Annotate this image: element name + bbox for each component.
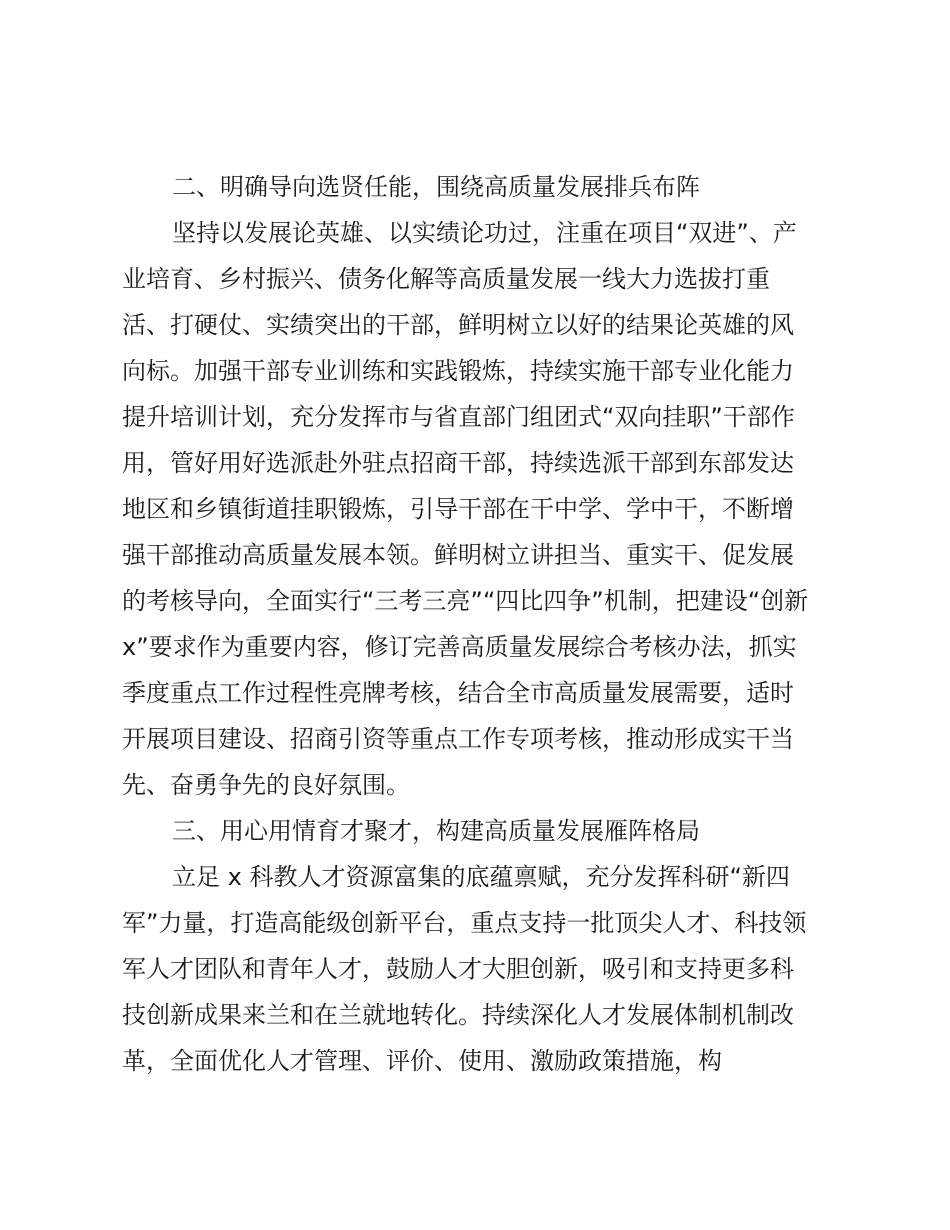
paragraph-line: 开展项目建设、招商引资等重点工作专项考核，推动形成实干当 xyxy=(122,725,794,753)
paragraph-line: x”要求作为重要内容，修订完善高质量发展综合考核办法，抓实 xyxy=(122,633,797,661)
paragraph-line: 地区和乡镇街道挂职锻炼，引导干部在干中学、学中干，不断增 xyxy=(122,495,794,523)
paragraph-line: 活、打硬仗、实绩突出的干部，鲜明树立以好的结果论英雄的风 xyxy=(122,311,794,339)
paragraph-line: 强干部推动高质量发展本领。鲜明树立讲担当、重实干、促发展 xyxy=(122,541,794,569)
document-body xyxy=(122,164,832,1084)
paragraph-line: 季度重点工作过程性亮牌考核，结合全市高质量发展需要，适时 xyxy=(122,679,794,707)
paragraph-line: 提升培训计划，充分发挥市与省直部门组团式“双向挂职”干部作 xyxy=(122,403,795,431)
paragraph-line: 技创新成果来兰和在兰就地转化。持续深化人才发展体制机制改 xyxy=(122,1001,794,1029)
paragraph-line: 革，全面优化人才管理、评价、使用、激励政策措施，构 xyxy=(122,1047,722,1075)
paragraph-line: 先、奋勇争先的良好氛围。 xyxy=(122,771,410,799)
paragraph-line: 军”力量，打造高能级创新平台，重点支持一批顶尖人才、科技领 xyxy=(122,909,807,937)
paragraph-line: 坚持以发展论英雄、以实绩论功过，注重在项目“双进”、产 xyxy=(172,219,797,247)
paragraph-line: 向标。加强干部专业训练和实践锻炼，持续实施干部专业化能力 xyxy=(122,357,794,385)
paragraph-line: 军人才团队和青年人才，鼓励人才大胆创新，吸引和支持更多科 xyxy=(122,955,794,983)
paragraph-line: 业培育、乡村振兴、债务化解等高质量发展一线大力选拔打重 xyxy=(122,265,770,293)
paragraph-line: 用，管好用好选派赴外驻点招商干部，持续选派干部到东部发达 xyxy=(122,449,794,477)
section-heading-3: 三、用心用情育才聚才，构建高质量发展雁阵格局 xyxy=(172,817,700,845)
paragraph-line: 的考核导向，全面实行“三考三亮”“四比四争”机制，把建设“创新 xyxy=(122,587,809,615)
section-heading-2: 二、明确导向选贤任能，围绕高质量发展排兵布阵 xyxy=(172,173,700,201)
paragraph-line: 立足 x 科教人才资源富集的底蕴禀赋，充分发挥科研“新四 xyxy=(172,863,790,891)
